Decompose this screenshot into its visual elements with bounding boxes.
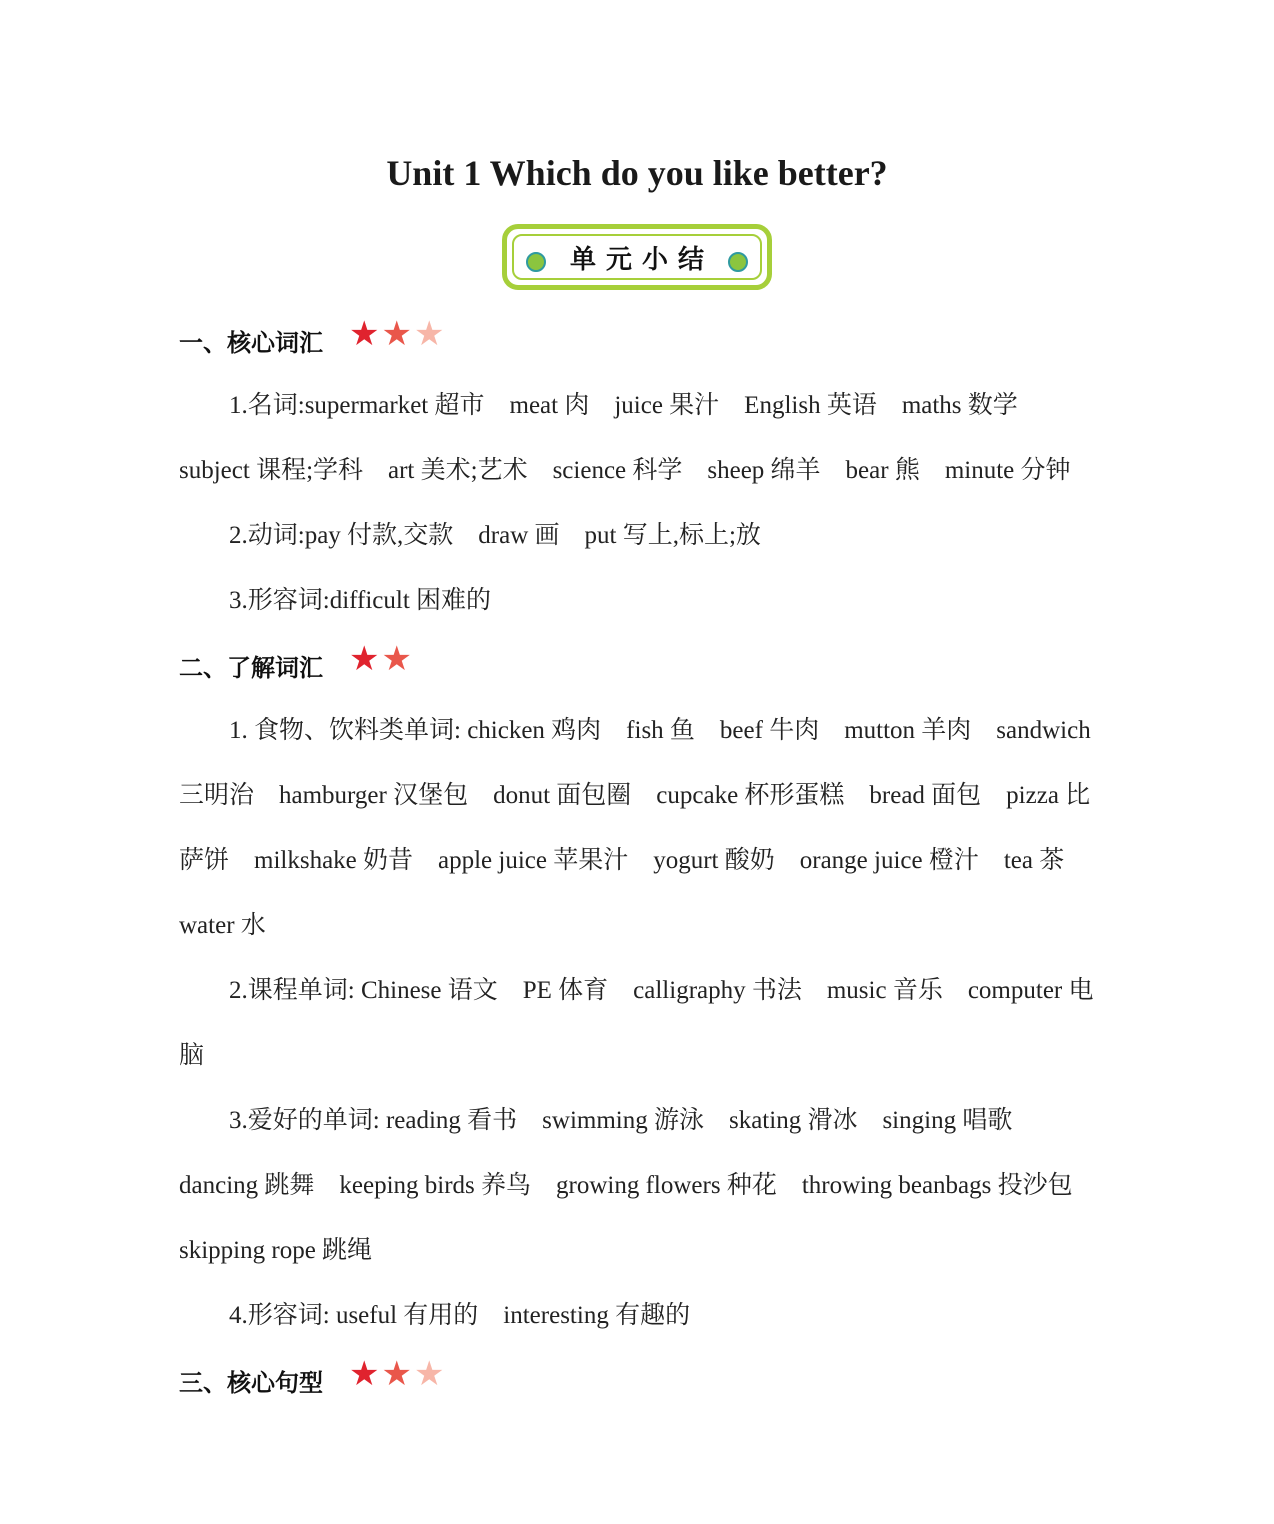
vocab-line: 3.爱好的单词: reading 看书 swimming 游泳 skating 滑冰 singing 唱歌 [229,1107,1013,1134]
vocab-line: 1. 食物、饮料类单词: chicken 鸡肉 fish 鱼 beef 牛肉 mutton 羊肉 sandwich [229,717,1091,744]
difficulty-stars [349,1354,446,1394]
section-heading-core-sentences [179,1354,446,1400]
star-icon: ★ [349,639,380,679]
star-icon: ★ [349,1354,380,1394]
vocab-line: 萨饼 milkshake 奶昔 apple juice 苹果汁 yogurt 酸奶 orange juice 橙汁 tea 茶 [179,847,1065,874]
section-heading-text: 一、核心词汇 [179,328,323,357]
vocab-line: 3.形容词:difficult 困难的 [229,587,492,614]
green-dot-icon [526,252,546,272]
star-icon: ★ [413,314,445,354]
badge-label: 单元小结 [569,244,714,275]
section-heading-core-vocabulary [179,314,446,360]
star-icon: ★ [381,639,412,679]
vocab-line: 2.课程单词: Chinese 语文 PE 体育 calligraphy 书法 music 音乐 computer 电 [229,977,1094,1004]
vocab-line: 4.形容词: useful 有用的 interesting 有趣的 [229,1302,691,1329]
section-heading-text: 三、核心句型 [179,1368,323,1397]
section-heading-text: 二、了解词汇 [179,653,323,682]
vocab-line: 2.动词:pay 付款,交款 draw 画 put 写上,标上;放 [229,522,761,549]
star-icon: ★ [381,314,412,354]
section-heading-understand-vocabulary [179,639,414,685]
green-dot-icon [728,252,748,272]
vocab-line: water 水 [179,912,266,939]
star-icon: ★ [381,1354,412,1394]
page-title: Unit 1 Which do you like better? [386,153,888,193]
vocab-line: 1.名词:supermarket 超市 meat 肉 juice 果汁 English 英语 maths 数学 [229,392,1018,419]
vocab-line: 三明治 hamburger 汉堡包 donut 面包圈 cupcake 杯形蛋糕 bread 面包 pizza 比 [179,782,1091,809]
difficulty-stars [349,639,414,679]
star-icon: ★ [413,1354,445,1394]
unit-summary-badge [502,224,772,290]
vocab-line: dancing 跳舞 keeping birds 养鸟 growing flowers 种花 throwing beanbags 投沙包 [179,1172,1073,1199]
vocab-line: 脑 [179,1042,205,1069]
vocab-line: subject 课程;学科 art 美术;艺术 science 科学 sheep 绵羊 bear 熊 minute 分钟 [179,457,1071,484]
star-icon: ★ [349,314,380,354]
vocab-line: skipping rope 跳绳 [179,1237,373,1264]
difficulty-stars [349,314,446,354]
